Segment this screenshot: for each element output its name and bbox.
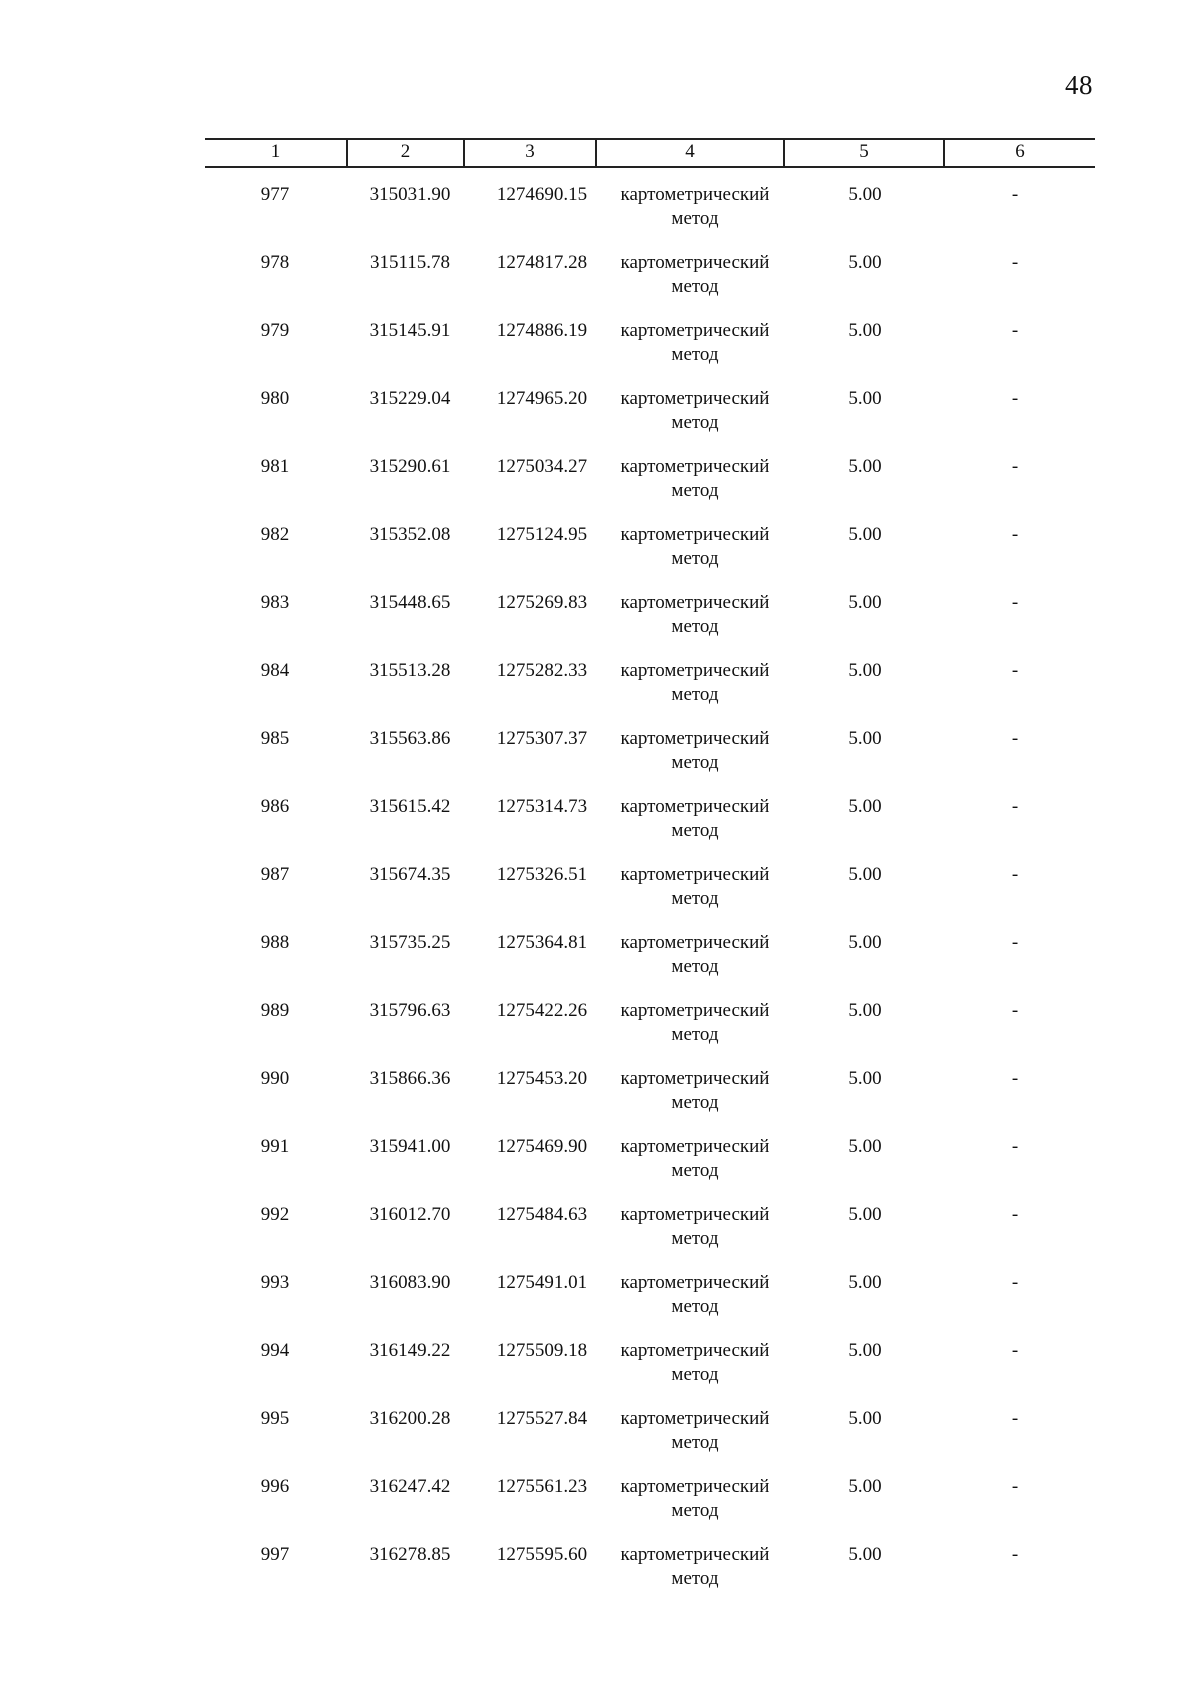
point-number-cell: 994 bbox=[260, 1340, 290, 1361]
column-header-5: 5 bbox=[785, 140, 945, 166]
method-cell bbox=[595, 1407, 795, 1455]
note-cell: - bbox=[1011, 728, 1019, 749]
method-cell bbox=[595, 1203, 795, 1251]
note-cell: - bbox=[1011, 660, 1019, 681]
x-coordinate-cell: 315796.63 bbox=[369, 1000, 451, 1021]
x-coordinate-cell: 315115.78 bbox=[369, 252, 451, 273]
note-cell: - bbox=[1011, 388, 1019, 409]
point-number-cell: 982 bbox=[260, 524, 290, 545]
method-cell bbox=[595, 523, 795, 571]
x-coordinate-cell: 315941.00 bbox=[369, 1136, 451, 1157]
method-line-1: картометрический bbox=[620, 1408, 770, 1429]
method-line-2: метод bbox=[671, 1092, 719, 1113]
table-row bbox=[205, 1543, 1095, 1611]
y-coordinate-cell: 1275314.73 bbox=[496, 796, 588, 817]
note-cell: - bbox=[1011, 1272, 1019, 1293]
method-line-2: метод bbox=[671, 820, 719, 841]
method-line-2: метод bbox=[671, 752, 719, 773]
method-line-2: метод bbox=[671, 276, 719, 297]
accuracy-cell: 5.00 bbox=[848, 1136, 882, 1157]
method-line-1: картометрический bbox=[620, 1068, 770, 1089]
y-coordinate-cell: 1275469.90 bbox=[496, 1136, 588, 1157]
method-line-2: метод bbox=[671, 1364, 719, 1385]
table-row bbox=[205, 727, 1095, 795]
point-number-cell: 991 bbox=[260, 1136, 290, 1157]
accuracy-cell: 5.00 bbox=[848, 932, 882, 953]
table-row bbox=[205, 999, 1095, 1067]
note-cell: - bbox=[1011, 1544, 1019, 1565]
method-line-2: метод bbox=[671, 956, 719, 977]
note-cell: - bbox=[1011, 1476, 1019, 1497]
column-header-2: 2 bbox=[348, 140, 465, 166]
table-row bbox=[205, 1475, 1095, 1543]
x-coordinate-cell: 315229.04 bbox=[369, 388, 451, 409]
y-coordinate-cell: 1275307.37 bbox=[496, 728, 588, 749]
method-cell bbox=[595, 659, 795, 707]
point-number-cell: 977 bbox=[260, 184, 290, 205]
table-row bbox=[205, 795, 1095, 863]
point-number-cell: 987 bbox=[260, 864, 290, 885]
method-line-2: метод bbox=[671, 616, 719, 637]
method-line-1: картометрический bbox=[620, 796, 770, 817]
y-coordinate-cell: 1275034.27 bbox=[496, 456, 588, 477]
note-cell: - bbox=[1011, 1000, 1019, 1021]
method-cell bbox=[595, 931, 795, 979]
method-line-2: метод bbox=[671, 684, 719, 705]
method-line-1: картометрический bbox=[620, 592, 770, 613]
x-coordinate-cell: 315290.61 bbox=[369, 456, 451, 477]
method-line-1: картометрический bbox=[620, 1204, 770, 1225]
method-line-1: картометрический bbox=[620, 1136, 770, 1157]
method-cell bbox=[595, 863, 795, 911]
y-coordinate-cell: 1275364.81 bbox=[496, 932, 588, 953]
table-row bbox=[205, 1271, 1095, 1339]
method-cell bbox=[595, 1067, 795, 1115]
accuracy-cell: 5.00 bbox=[848, 1544, 882, 1565]
column-header-4: 4 bbox=[597, 140, 785, 166]
accuracy-cell: 5.00 bbox=[848, 1476, 882, 1497]
table-row bbox=[205, 863, 1095, 931]
method-line-2: метод bbox=[671, 1432, 719, 1453]
note-cell: - bbox=[1011, 252, 1019, 273]
point-number-cell: 983 bbox=[260, 592, 290, 613]
point-number-cell: 985 bbox=[260, 728, 290, 749]
y-coordinate-cell: 1275124.95 bbox=[496, 524, 588, 545]
y-coordinate-cell: 1275527.84 bbox=[496, 1408, 588, 1429]
method-line-2: метод bbox=[671, 344, 719, 365]
x-coordinate-cell: 316247.42 bbox=[369, 1476, 451, 1497]
accuracy-cell: 5.00 bbox=[848, 1340, 882, 1361]
x-coordinate-cell: 315615.42 bbox=[369, 796, 451, 817]
accuracy-cell: 5.00 bbox=[848, 524, 882, 545]
x-coordinate-cell: 315866.36 bbox=[369, 1068, 451, 1089]
table-row bbox=[205, 455, 1095, 523]
point-number-cell: 992 bbox=[260, 1204, 290, 1225]
note-cell: - bbox=[1011, 320, 1019, 341]
y-coordinate-cell: 1275484.63 bbox=[496, 1204, 588, 1225]
method-line-2: метод bbox=[671, 1160, 719, 1181]
method-line-1: картометрический bbox=[620, 524, 770, 545]
x-coordinate-cell: 316012.70 bbox=[369, 1204, 451, 1225]
point-number-cell: 995 bbox=[260, 1408, 290, 1429]
method-line-1: картометрический bbox=[620, 388, 770, 409]
point-number-cell: 997 bbox=[260, 1544, 290, 1565]
point-number-cell: 984 bbox=[260, 660, 290, 681]
method-line-2: метод bbox=[671, 480, 719, 501]
table-row bbox=[205, 319, 1095, 387]
x-coordinate-cell: 315513.28 bbox=[369, 660, 451, 681]
page-number: 48 bbox=[1065, 70, 1093, 100]
table-body bbox=[205, 183, 1095, 1611]
x-coordinate-cell: 315674.35 bbox=[369, 864, 451, 885]
note-cell: - bbox=[1011, 184, 1019, 205]
method-line-2: метод bbox=[671, 1024, 719, 1045]
method-line-2: метод bbox=[671, 888, 719, 909]
method-cell bbox=[595, 795, 795, 843]
method-cell bbox=[595, 727, 795, 775]
method-line-1: картометрический bbox=[620, 320, 770, 341]
y-coordinate-cell: 1274690.15 bbox=[496, 184, 588, 205]
method-line-1: картометрический bbox=[620, 660, 770, 681]
y-coordinate-cell: 1274886.19 bbox=[496, 320, 588, 341]
table-row bbox=[205, 183, 1095, 251]
method-line-1: картометрический bbox=[620, 456, 770, 477]
method-cell bbox=[595, 1543, 795, 1591]
table-row bbox=[205, 1407, 1095, 1475]
column-header-6: 6 bbox=[1015, 141, 1025, 162]
method-cell bbox=[595, 1339, 795, 1387]
note-cell: - bbox=[1011, 796, 1019, 817]
x-coordinate-cell: 315031.90 bbox=[369, 184, 451, 205]
y-coordinate-cell: 1275509.18 bbox=[496, 1340, 588, 1361]
y-coordinate-cell: 1275326.51 bbox=[496, 864, 588, 885]
y-coordinate-cell: 1275453.20 bbox=[496, 1068, 588, 1089]
note-cell: - bbox=[1011, 864, 1019, 885]
accuracy-cell: 5.00 bbox=[848, 388, 882, 409]
table-row bbox=[205, 1339, 1095, 1407]
point-number-cell: 978 bbox=[260, 252, 290, 273]
method-line-2: метод bbox=[671, 1296, 719, 1317]
note-cell: - bbox=[1011, 1068, 1019, 1089]
note-cell: - bbox=[1011, 1408, 1019, 1429]
y-coordinate-cell: 1275595.60 bbox=[496, 1544, 588, 1565]
table-row bbox=[205, 591, 1095, 659]
method-cell bbox=[595, 387, 795, 435]
column-header-1: 1 bbox=[205, 140, 348, 166]
table-row bbox=[205, 659, 1095, 727]
point-number-cell: 990 bbox=[260, 1068, 290, 1089]
x-coordinate-cell: 316149.22 bbox=[369, 1340, 451, 1361]
x-coordinate-cell: 315145.91 bbox=[369, 320, 451, 341]
accuracy-cell: 5.00 bbox=[848, 796, 882, 817]
note-cell: - bbox=[1011, 456, 1019, 477]
method-line-2: метод bbox=[671, 412, 719, 433]
table-header bbox=[205, 138, 1095, 168]
table-row bbox=[205, 1203, 1095, 1271]
column-header-3: 3 bbox=[465, 140, 597, 166]
point-number-cell: 980 bbox=[260, 388, 290, 409]
method-line-2: метод bbox=[671, 1228, 719, 1249]
y-coordinate-cell: 1275561.23 bbox=[496, 1476, 588, 1497]
method-cell bbox=[595, 319, 795, 367]
y-coordinate-cell: 1274965.20 bbox=[496, 388, 588, 409]
note-cell: - bbox=[1011, 1136, 1019, 1157]
method-cell bbox=[595, 999, 795, 1047]
method-line-1: картометрический bbox=[620, 864, 770, 885]
y-coordinate-cell: 1274817.28 bbox=[496, 252, 588, 273]
method-line-1: картометрический bbox=[620, 932, 770, 953]
point-number-cell: 989 bbox=[260, 1000, 290, 1021]
table-row bbox=[205, 1135, 1095, 1203]
method-line-1: картометрический bbox=[620, 1544, 770, 1565]
table-row bbox=[205, 931, 1095, 999]
method-line-1: картометрический bbox=[620, 728, 770, 749]
accuracy-cell: 5.00 bbox=[848, 592, 882, 613]
point-number-cell: 993 bbox=[260, 1272, 290, 1293]
accuracy-cell: 5.00 bbox=[848, 1204, 882, 1225]
x-coordinate-cell: 315735.25 bbox=[369, 932, 451, 953]
x-coordinate-cell: 315563.86 bbox=[369, 728, 451, 749]
x-coordinate-cell: 316083.90 bbox=[369, 1272, 451, 1293]
table-row bbox=[205, 523, 1095, 591]
method-cell bbox=[595, 183, 795, 231]
point-number-cell: 986 bbox=[260, 796, 290, 817]
method-cell bbox=[595, 1475, 795, 1523]
point-number-cell: 988 bbox=[260, 932, 290, 953]
method-line-1: картометрический bbox=[620, 252, 770, 273]
table-row bbox=[205, 1067, 1095, 1135]
note-cell: - bbox=[1011, 1204, 1019, 1225]
accuracy-cell: 5.00 bbox=[848, 1272, 882, 1293]
method-line-2: метод bbox=[671, 1500, 719, 1521]
accuracy-cell: 5.00 bbox=[848, 1000, 882, 1021]
method-cell bbox=[595, 1271, 795, 1319]
method-line-1: картометрический bbox=[620, 1340, 770, 1361]
note-cell: - bbox=[1011, 592, 1019, 613]
y-coordinate-cell: 1275491.01 bbox=[496, 1272, 588, 1293]
accuracy-cell: 5.00 bbox=[848, 252, 882, 273]
table-row bbox=[205, 387, 1095, 455]
method-line-1: картометрический bbox=[620, 184, 770, 205]
note-cell: - bbox=[1011, 932, 1019, 953]
method-cell bbox=[595, 1135, 795, 1183]
y-coordinate-cell: 1275422.26 bbox=[496, 1000, 588, 1021]
accuracy-cell: 5.00 bbox=[848, 864, 882, 885]
method-line-2: метод bbox=[671, 1568, 719, 1589]
x-coordinate-cell: 316278.85 bbox=[369, 1544, 451, 1565]
accuracy-cell: 5.00 bbox=[848, 1068, 882, 1089]
accuracy-cell: 5.00 bbox=[848, 728, 882, 749]
method-cell bbox=[595, 455, 795, 503]
method-line-1: картометрический bbox=[620, 1000, 770, 1021]
accuracy-cell: 5.00 bbox=[848, 660, 882, 681]
method-line-2: метод bbox=[671, 548, 719, 569]
accuracy-cell: 5.00 bbox=[848, 320, 882, 341]
y-coordinate-cell: 1275269.83 bbox=[496, 592, 588, 613]
accuracy-cell: 5.00 bbox=[848, 1408, 882, 1429]
note-cell: - bbox=[1011, 1340, 1019, 1361]
note-cell: - bbox=[1011, 524, 1019, 545]
x-coordinate-cell: 315448.65 bbox=[369, 592, 451, 613]
method-cell bbox=[595, 591, 795, 639]
point-number-cell: 996 bbox=[260, 1476, 290, 1497]
point-number-cell: 981 bbox=[260, 456, 290, 477]
method-line-1: картометрический bbox=[620, 1476, 770, 1497]
x-coordinate-cell: 315352.08 bbox=[369, 524, 451, 545]
accuracy-cell: 5.00 bbox=[848, 456, 882, 477]
y-coordinate-cell: 1275282.33 bbox=[496, 660, 588, 681]
point-number-cell: 979 bbox=[260, 320, 290, 341]
method-line-1: картометрический bbox=[620, 1272, 770, 1293]
method-line-2: метод bbox=[671, 208, 719, 229]
method-cell bbox=[595, 251, 795, 299]
x-coordinate-cell: 316200.28 bbox=[369, 1408, 451, 1429]
accuracy-cell: 5.00 bbox=[848, 184, 882, 205]
table-row bbox=[205, 251, 1095, 319]
